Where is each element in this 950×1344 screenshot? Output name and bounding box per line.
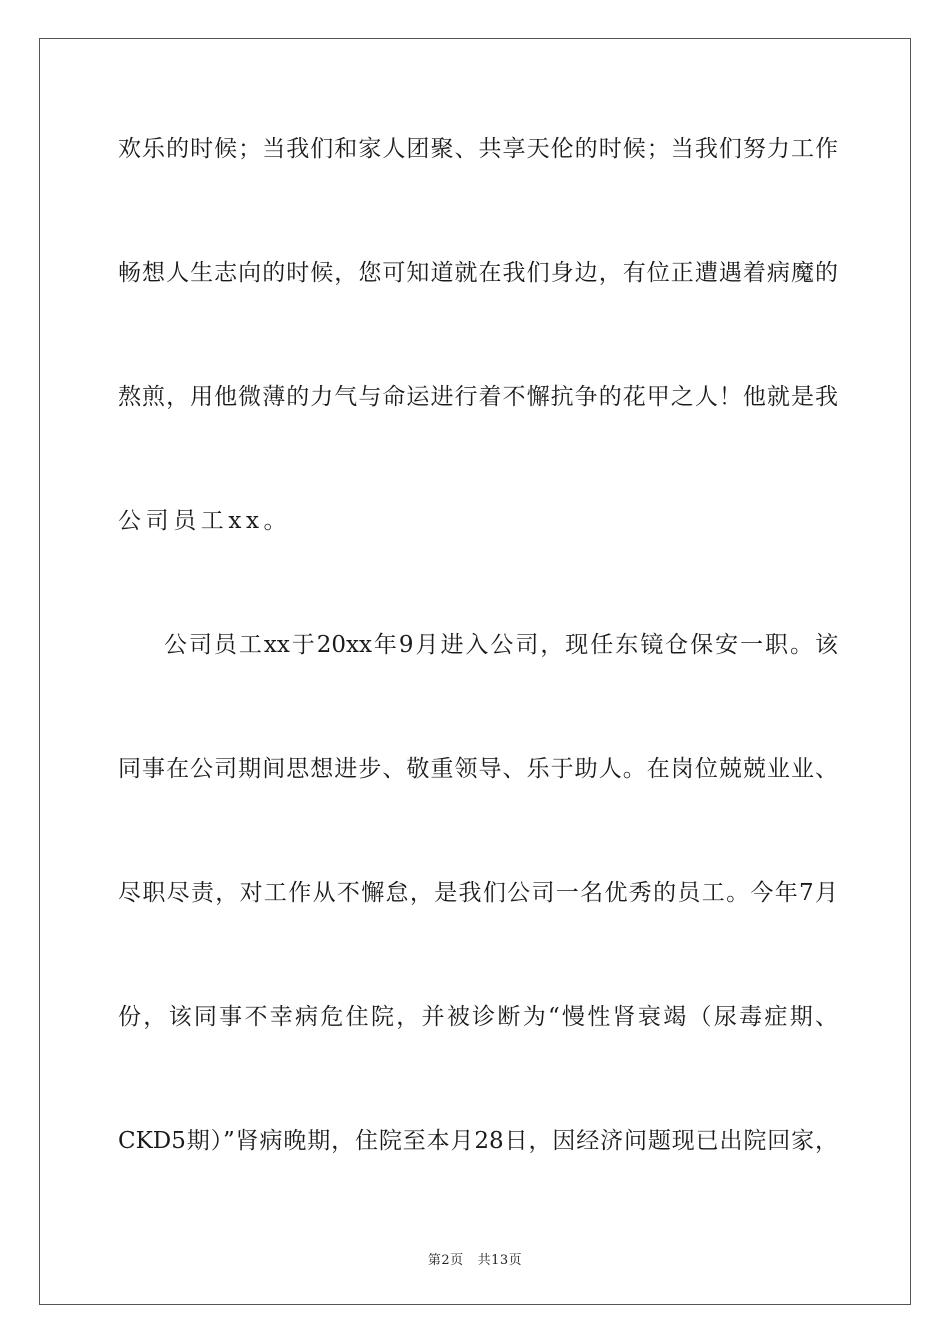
text-line-5-indented: 公司员工xx于20xx年9月进入公司，现任东镜仓保安一职。该 xyxy=(164,632,838,658)
page-border xyxy=(39,38,911,1305)
text-line-9: CKD5期）”肾病晚期，住院至本月28日，因经济问题现已出院回家， xyxy=(118,1128,838,1154)
page-footer xyxy=(0,1249,950,1268)
page-total: 共13页 xyxy=(477,1253,523,1268)
text-line-1: 欢乐的时候；当我们和家人团聚、共享天伦的时候；当我们努力工作 xyxy=(118,136,838,162)
text-line-6: 同事在公司期间思想进步、敬重领导、乐于助人。在岗位兢兢业业、 xyxy=(118,756,838,782)
text-line-3: 熬煎，用他微薄的力气与命运进行着不懈抗争的花甲之人！他就是我 xyxy=(118,384,838,410)
page-number: 第2页 xyxy=(427,1253,464,1268)
text-line-8: 份，该同事不幸病危住院，并被诊断为“慢性肾衰竭（尿毒症期、 xyxy=(118,1004,838,1030)
text-line-7: 尽职尽责，对工作从不懈怠，是我们公司一名优秀的员工。今年7月 xyxy=(118,880,838,906)
text-line-4: 公司员工xx。 xyxy=(118,508,292,534)
text-line-2: 畅想人生志向的时候，您可知道就在我们身边，有位正遭遇着病魔的 xyxy=(118,260,838,286)
